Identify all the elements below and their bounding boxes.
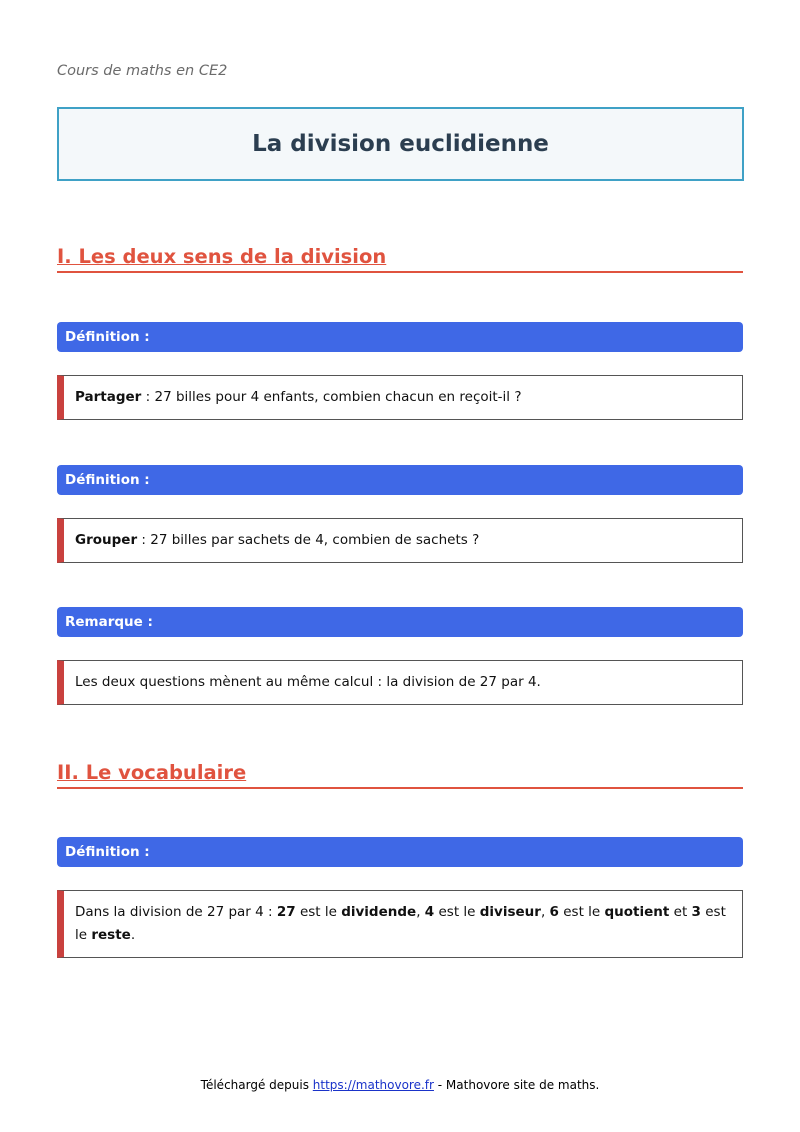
footer-suffix: - Mathovore site de maths.: [433, 1078, 600, 1092]
text-run: ,: [540, 904, 550, 920]
footer-link[interactable]: https://mathovore.fr: [312, 1078, 434, 1092]
term-3: 3: [691, 904, 701, 920]
block-header-definition: Définition :: [57, 837, 743, 867]
text-run: et: [669, 904, 692, 920]
term-4: 4: [424, 904, 435, 920]
term-6: 6: [549, 904, 559, 920]
text-run: est le: [295, 904, 342, 920]
block-body-grouper: [57, 518, 743, 563]
section-title-1: [57, 245, 743, 273]
block-text: Les deux questions mènent au même calcul : la division de 27 par 4.: [75, 674, 541, 690]
block-text: : 27 billes pour 4 enfants, combien chacun en reçoit-il ?: [141, 389, 522, 405]
block-header-definition: Définition :: [57, 322, 743, 352]
text-run: ,: [416, 904, 425, 920]
section-title-2: [57, 761, 743, 789]
block-header-remarque: Remarque :: [57, 607, 743, 637]
term-diviseur: diviseur: [479, 904, 541, 920]
footer: [0, 1078, 800, 1092]
text-run: .: [130, 927, 136, 943]
term-27: 27: [276, 904, 296, 920]
block-header-definition: Définition :: [57, 465, 743, 495]
term-grouper: Grouper: [75, 532, 138, 548]
text-run: Dans la division de 27 par 4 :: [75, 904, 277, 920]
course-subtitle: Cours de maths en CE2: [57, 63, 228, 79]
text-run: est le: [558, 904, 605, 920]
term-quotient: quotient: [604, 904, 670, 920]
block-body-remarque: [57, 660, 743, 705]
block-text: : 27 billes par sachets de 4, combien de sachets ?: [137, 532, 480, 548]
footer-prefix: Téléchargé depuis: [200, 1078, 313, 1092]
term-dividende: dividende: [341, 904, 417, 920]
text-run: est le: [434, 904, 480, 920]
text-run: est le: [75, 904, 726, 943]
term-reste: reste: [91, 927, 131, 943]
section-title-2-text: II. Le vocabulaire: [57, 761, 247, 784]
title-box: [57, 107, 744, 181]
block-body-vocabulaire: [57, 890, 743, 958]
term-partager: Partager: [75, 389, 142, 405]
section-title-1-text: I. Les deux sens de la division: [57, 245, 387, 268]
page-title: La division euclidienne: [252, 131, 549, 157]
block-body-partager: [57, 375, 743, 420]
